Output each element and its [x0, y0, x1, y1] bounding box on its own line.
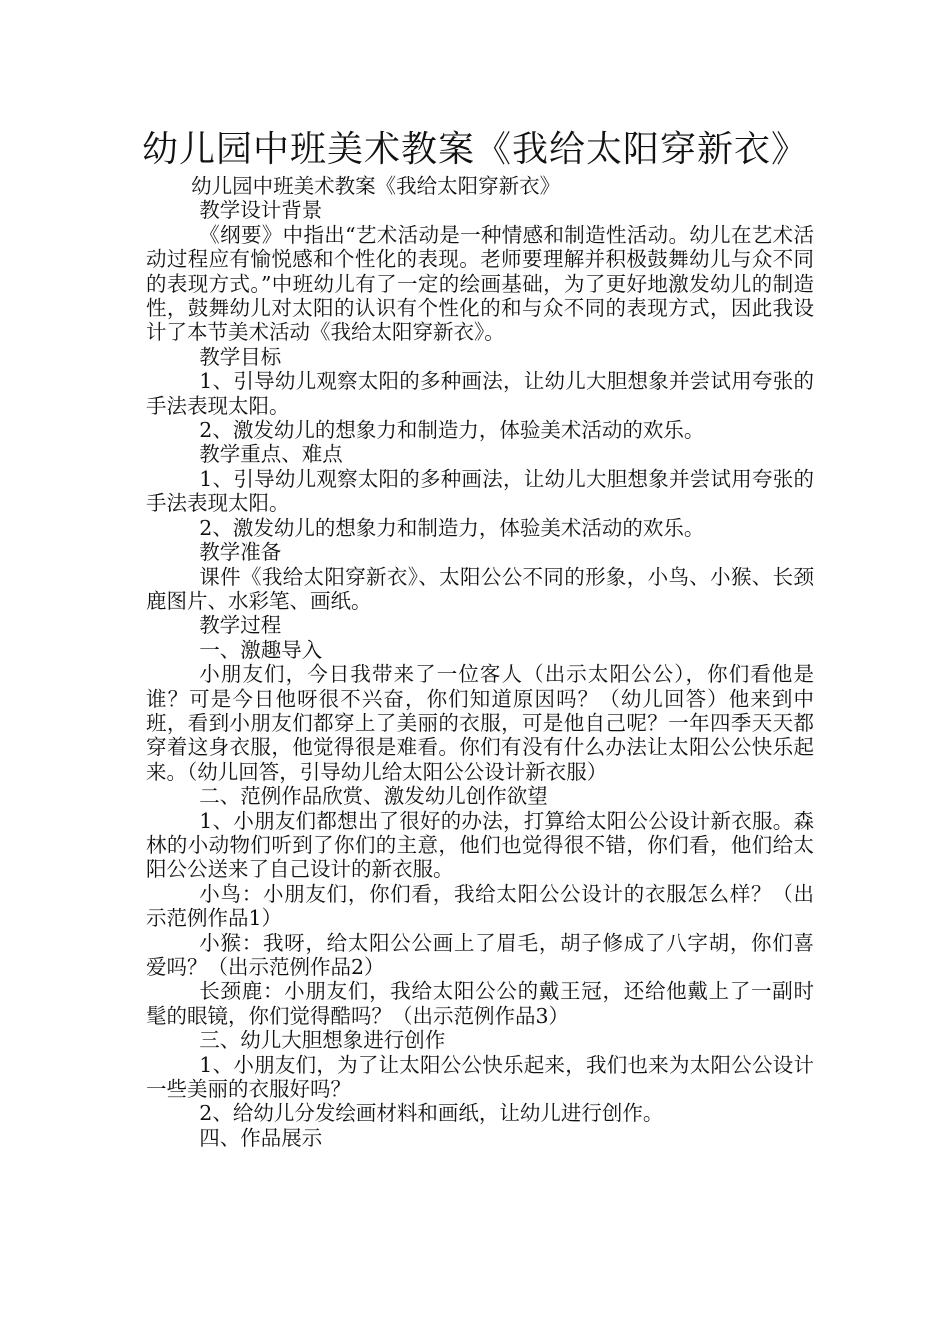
- body-paragraph: 小朋友们，今日我带来了一位客人（出示太阳公公），你们看他是谁？可是今日他呀很不兴奋，你们知道原因吗？（幼儿回答）他来到中班，看到小朋友们都穿上了美丽的衣服，可是他自己呢？一年四季天天都穿着这身衣服，他觉得很是难看。你们有没有什么办法让太阳公公快乐起来。（幼儿回答，引导幼儿给太阳公公设计新衣服）: [146, 662, 814, 784]
- section-heading: 教学准备: [199, 540, 282, 565]
- document-title: 幼儿园中班美术教案《我给太阳穿新衣》: [141, 129, 808, 170]
- section-heading: 教学设计背景: [199, 198, 323, 223]
- body-paragraph: 1、引导幼儿观察太阳的多种画法，让幼儿大胆想象并尝试用夸张的手法表现太阳。: [146, 466, 814, 516]
- body-paragraph: 课件《我给太阳穿新衣》、太阳公公不同的形象，小鸟、小猴、长颈鹿图片、水彩笔、画纸。: [146, 564, 814, 613]
- body-paragraph: 长颈鹿：小朋友们，我给太阳公公的戴王冠，还给他戴上了一副时髦的眼镜，你们觉得酷吗？（出示范例作品3）: [146, 979, 814, 1028]
- section-heading: 教学重点、难点: [199, 442, 343, 467]
- body-paragraph: 小鸟：小朋友们，你们看，我给太阳公公设计的衣服怎么样？（出示范例作品1）: [146, 881, 814, 931]
- section-heading: 一、激趣导入: [199, 637, 323, 662]
- body-paragraph: 小猴：我呀，给太阳公公画上了眉毛，胡子修成了八字胡，你们喜爱吗？（出示范例作品2）: [146, 930, 814, 979]
- subtitle-paragraph: 幼儿园中班美术教案《我给太阳穿新衣》: [191, 174, 561, 198]
- body-paragraph: 2、激发幼儿的想象力和制造力，体验美术活动的欢乐。: [199, 515, 705, 540]
- body-paragraph: 1、引导幼儿观察太阳的多种画法，让幼儿大胆想象并尝试用夸张的手法表现太阳。: [146, 369, 814, 418]
- body-paragraph: 2、激发幼儿的想象力和制造力，体验美术活动的欢乐。: [199, 418, 705, 443]
- body-paragraph: 《纲要》中指出“艺术活动是一种情感和制造性活动。幼儿在艺术活动过程应有愉悦感和个性化的表现。老师要理解并积极鼓舞幼儿与众不同的表现方式。”中班幼儿有了一定的绘画基础，为了更好地激发幼儿的制造性，鼓舞幼儿对太阳的认识有个性化的和与众不同的表现方式，因此我设计了本节美术活动《我给太阳穿新衣》。: [146, 222, 814, 345]
- section-heading: 四、作品展示: [199, 1125, 323, 1150]
- document-body: [146, 174, 814, 1150]
- section-heading: 教学目标: [199, 344, 282, 369]
- body-paragraph: 1、小朋友们都想出了很好的办法，打算给太阳公公设计新衣服。森林的小动物们听到了你们的主意，他们也觉得很不错，你们看，他们给太阳公公送来了自己设计的新衣服。: [146, 808, 814, 882]
- body-paragraph: 1、小朋友们，为了让太阳公公快乐起来，我们也来为太阳公公设计一些美丽的衣服好吗？: [146, 1052, 814, 1102]
- section-heading: 教学过程: [199, 613, 282, 638]
- body-paragraph: 2、给幼儿分发绘画材料和画纸，让幼儿进行创作。: [199, 1101, 664, 1126]
- section-heading: 二、范例作品欣赏、激发幼儿创作欲望: [199, 784, 548, 809]
- section-heading: 三、幼儿大胆想象进行创作: [199, 1028, 446, 1053]
